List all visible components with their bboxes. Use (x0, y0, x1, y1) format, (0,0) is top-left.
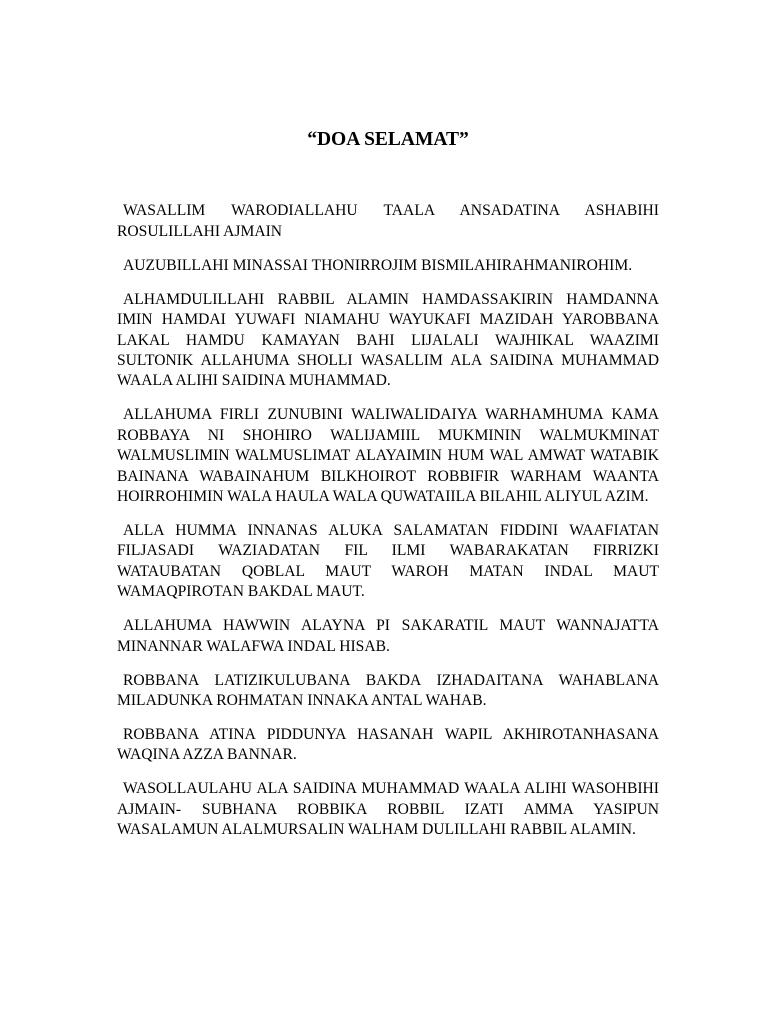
paragraph-salawat-opening: WASALLIM WARODIALLAHU TAALA ANSADATINA ASHABIHI ROSULILLAHI AJMAIN (117, 202, 659, 240)
document-page (117, 128, 659, 854)
paragraph-istighfar: ALLAHUMA FIRLI ZUNUBINI WALIWALIDAIYA WARHAMHUMA KAMA ROBBAYA NI SHOHIRO WALIJAMIIL MUKMININ WALMUKMINAT WALMUSLIMIN WALMUSLIMAT ALAYAIMIN HUM WAL AMWAT WATABIK BAINANA WABAINAHUM BILKHOIROT ROBBIFIR WARHAM WAANTA HOIRROHIMIN WALA HAULA WALA QUWATAIILA BILAHIL ALIYUL AZIM. (117, 406, 659, 506)
paragraph-hamdalah: ALHAMDULILLAHI RABBIL ALAMIN HAMDASSAKIRIN HAMDANNA IMIN HAMDAI YUWAFI NIAMAHU WAYUKAFI MAZIDAH YAROBBANA LAKAL HAMDU KAMAYAN BAHI LIJALALI WAJHIKAL WAAZIMI SULTONIK ALLAHUMA SHOLLI WASALLIM ALA SAIDINA MUHAMMAD WAALA ALIHI SAIDINA MUHAMMAD. (117, 290, 659, 390)
paragraph-closing: WASOLLAULAHU ALA SAIDINA MUHAMMAD WAALA ALIHI WASOHBIHI AJMAIN- SUBHANA ROBBIKA ROBBIL IZATI AMMA YASIPUN WASALAMUN ALALMURSALIN WALHAM DULILLAHI RABBIL ALAMIN. (117, 780, 659, 839)
document-title: “DOA SELAMAT” (307, 129, 469, 150)
paragraph-robbana-atina: ROBBANA ATINA PIDDUNYA HASANAH WAPIL AKHIROTANHASANA WAQINA AZZA BANNAR. (117, 726, 659, 764)
paragraph-taawudz: AUZUBILLAHI MINASSAI THONIRROJIM BISMILAHIRAHMANIROHIM. (123, 256, 633, 274)
paragraph-robbana-latizig: ROBBANA LATIZIKULUBANA BAKDA IZHADAITANA WAHABLANA MILADUNKA ROHMATAN INNAKA ANTAL WAHAB. (117, 671, 659, 710)
paragraph-sakaratul-maut: ALLAHUMA HAWWIN ALAYNA PI SAKARATIL MAUT WANNAJATTA MINANNAR WALAFWA INDAL HISAB. (117, 617, 659, 655)
paragraph-doa-selamat: ALLA HUMMA INNANAS ALUKA SALAMATAN FIDDINI WAAFIATAN FILJASADI WAZIADATAN FIL ILMI WABARAKATAN FIRRIZKI WATAUBATAN QOBLAL MAUT WAROH MATAN INDAL MAUT WAMAQPIROTAN BAKDAL MAUT. (117, 522, 659, 601)
